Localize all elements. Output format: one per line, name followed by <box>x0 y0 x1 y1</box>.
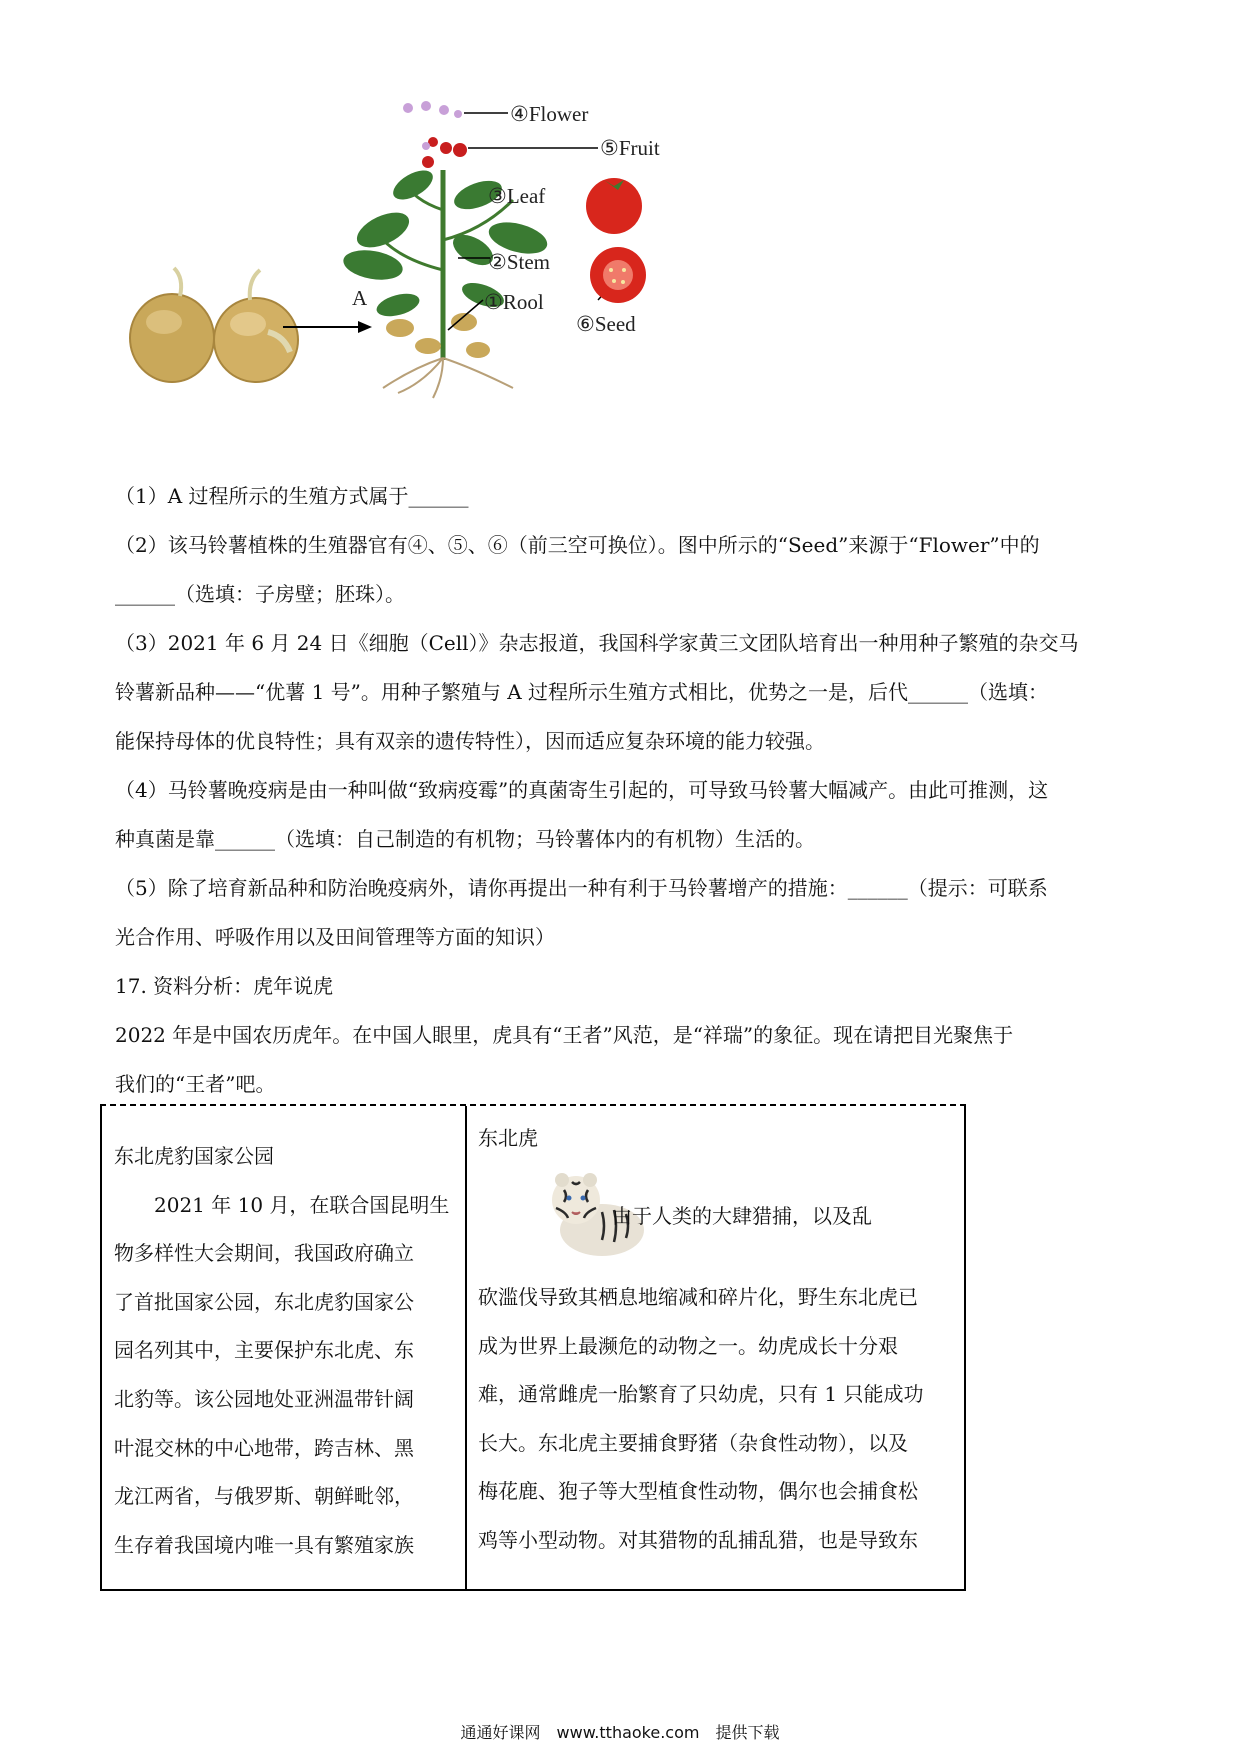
question-4 <box>115 766 1135 864</box>
question-5-line: （5）除了培育新品种和防治晚疫病外，请你再提出一种有利于马铃薯增产的措施：______（提示：可联系 <box>115 876 1048 900</box>
left-cell <box>114 1132 449 1569</box>
question-1-line: （1）A 过程所示的生殖方式属于______ <box>115 484 469 508</box>
left-cell-line: 物多样性大会期间，我国政府确立 <box>114 1241 414 1266</box>
question-17-intro-line: 2022 年是中国农历虎年。在中国人眼里，虎具有“王者”风范，是“祥瑞”的象征。现在请把目光聚焦于 <box>115 1023 1014 1047</box>
right-cell-first-line: 由于人类的大肆猎捕，以及乱 <box>612 1204 872 1228</box>
material-table <box>100 1104 966 1591</box>
left-cell-line: 园名列其中，主要保护东北虎、东 <box>114 1338 414 1363</box>
question-3-line: 铃薯新品种——“优薯 1 号”。用种子繁殖与 A 过程所示生殖方式相比，优势之一是，后代______（选填： <box>115 680 1049 704</box>
left-cell-line: 2021 年 10 月，在联合国昆明生 <box>114 1192 450 1217</box>
question-3 <box>115 619 1135 766</box>
left-cell-line: 龙江两省，与俄罗斯、朝鲜毗邻， <box>114 1484 414 1509</box>
label-flower: ④Flower <box>510 102 589 126</box>
right-cell-line: 砍滥伐导致其栖息地缩减和碎片化，野生东北虎已 <box>478 1285 918 1309</box>
label-leaf: ③Leaf <box>488 184 546 208</box>
question-17-intro-line: 我们的“王者”吧。 <box>115 1072 276 1096</box>
right-cell-line: 鸡等小型动物。对其猎物的乱捕乱猎，也是导致东 <box>478 1527 918 1552</box>
left-cell-line: 叶混交林的中心地带，跨吉林、黑 <box>114 1435 414 1460</box>
question-2-line: ______（选填：子房壁；胚珠）。 <box>115 582 405 606</box>
left-cell-line: 生存着我国境内唯一具有繁殖家族 <box>114 1532 414 1557</box>
label-stem: ②Stem <box>488 250 550 274</box>
question-3-line: 能保持母体的优良特性；具有双亲的遗传特性），因而适应复杂环境的能力较强。 <box>115 729 825 753</box>
question-2 <box>115 521 1135 619</box>
right-cell-first-line-wrap <box>612 1192 872 1241</box>
potato-plant-figure <box>128 100 768 410</box>
question-1 <box>115 472 1135 521</box>
question-5-line: 光合作用、呼吸作用以及田间管理等方面的知识） <box>115 925 555 949</box>
right-cell-body <box>438 1273 923 1565</box>
label-seed: ⑥Seed <box>576 312 636 336</box>
tomato-cross-section <box>590 247 646 303</box>
tomato-fruit <box>586 178 642 234</box>
label-process-a: A <box>352 286 368 310</box>
question-17 <box>115 962 1135 1109</box>
question-4-line: （4）马铃薯晚疫病是由一种叫做“致病疫霉”的真菌寄生引起的，可导致马铃薯大幅减产。由此可推测，这 <box>115 778 1049 802</box>
potato-plant-illustration <box>128 100 768 410</box>
label-root: ①Rool <box>484 290 544 314</box>
right-cell-line: 难，通常雌虎一胎繁育了只幼虎，只有 1 只能成功 <box>478 1382 924 1407</box>
label-fruit: ⑤Fruit <box>600 136 660 160</box>
right-cell-heading-wrap <box>478 1114 538 1163</box>
right-cell-heading: 东北虎 <box>478 1126 538 1150</box>
question-4-line: 种真菌是靠______（选填：自己制造的有机物；马铃薯体内的有机物）生活的。 <box>115 827 815 851</box>
question-2-line: （2）该马铃薯植株的生殖器官有④、⑤、⑥（前三空可换位）。图中所示的“Seed”来源于“Flower”中的 <box>115 533 1040 557</box>
question-3-line: （3）2021 年 6 月 24 日《细胞（Cell）》杂志报道，我国科学家黄三文团队培育出一种用种子繁殖的杂交马 <box>115 631 1079 655</box>
right-cell-line: 成为世界上最濒危的动物之一。幼虎成长十分艰 <box>478 1333 898 1358</box>
page-footer: 通通好课网 www.tthaoke.com 提供下载 <box>460 1723 780 1742</box>
right-cell-line: 长大。东北虎主要捕食野猪（杂食性动物），以及 <box>478 1430 908 1455</box>
sprouting-potatoes <box>130 268 298 382</box>
left-cell-heading: 东北虎豹国家公园 <box>114 1144 274 1168</box>
left-cell-line: 了首批国家公园，东北虎豹国家公 <box>114 1289 414 1314</box>
question-5 <box>115 864 1135 962</box>
left-cell-line: 北豹等。该公园地处亚洲温带针阔 <box>114 1386 414 1411</box>
question-17-title: 17. 资料分析：虎年说虎 <box>115 974 334 998</box>
right-cell-line: 梅花鹿、狍子等大型植食性动物，偶尔也会捕食松 <box>478 1479 918 1504</box>
